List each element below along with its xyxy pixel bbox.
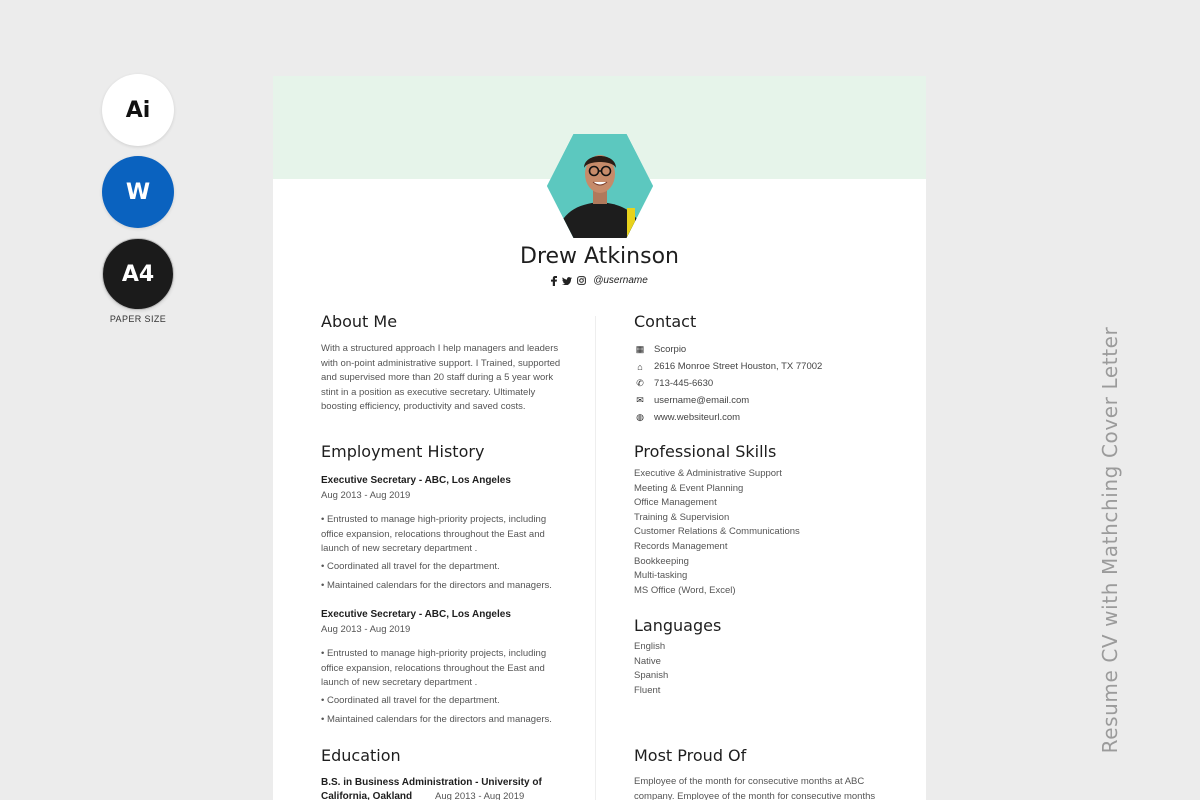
language-item: Native — [634, 655, 661, 667]
job-bullet: • Maintained calendars for the directors and managers. — [321, 714, 552, 725]
word-badge — [102, 156, 174, 228]
job-bullet: • Entrusted to manage high-priority projects, including office expansion, relocations throughout the East and launch of new secretary department . — [321, 648, 547, 689]
instagram-icon[interactable] — [577, 276, 586, 285]
building-icon: ▦ — [635, 344, 645, 354]
contact-address: ⌂ 2616 Monroe Street Houston, TX 77002 — [634, 361, 822, 372]
a4-badge — [102, 238, 174, 310]
skills-heading: Professional Skills — [634, 442, 777, 461]
skill-item: Multi-tasking — [634, 570, 688, 582]
skill-item: Customer Relations & Communications — [634, 526, 800, 538]
language-item: English — [634, 641, 666, 652]
facebook-icon[interactable] — [551, 276, 557, 286]
phone-icon: ✆ — [636, 378, 644, 388]
language-item: Spanish — [634, 670, 669, 682]
resume-name: Drew Atkinson — [520, 244, 679, 269]
education-dates: Aug 2013 - Aug 2019 — [435, 791, 525, 800]
job-title: Executive Secretary - ABC, Los Angeles — [321, 609, 511, 620]
illustrator-badge — [102, 74, 174, 146]
skill-item: Executive & Administrative Support — [634, 468, 782, 479]
skill-item: Meeting & Event Planning — [634, 482, 744, 494]
a4-label: A4 — [121, 261, 155, 287]
languages-list — [634, 640, 668, 698]
twitter-icon[interactable] — [562, 277, 572, 285]
language-item: Fluent — [634, 684, 661, 696]
languages-heading: Languages — [634, 616, 722, 635]
skill-item: Records Management — [634, 540, 728, 552]
job-dates: Aug 2013 - Aug 2019 — [321, 490, 411, 501]
proud-heading: Most Proud Of — [634, 746, 747, 765]
job-bullet: • Coordinated all travel for the department. — [321, 561, 500, 572]
social-handle[interactable]: @username — [593, 275, 648, 286]
job-title: Executive Secretary - ABC, Los Angeles — [321, 475, 511, 486]
resume-page — [273, 76, 926, 800]
email-icon: ✉ — [636, 395, 644, 405]
illustrator-label: Ai — [125, 97, 151, 123]
about-text: With a structured approach I help managers and leaders with on-point administrative support. I Trained, supported and supervised more than 20 staff during a 5 year work stint in a position as executive secretary. Ultimately boosting efficiency, productivity and saved costs. — [321, 343, 561, 413]
word-label: W — [125, 179, 151, 205]
contact-heading: Contact — [634, 312, 697, 331]
skills-list — [634, 467, 800, 598]
home-icon: ⌂ — [637, 361, 643, 372]
job-bullet: • Entrusted to manage high-priority projects, including office expansion, relocations throughout the East and launch of new secretary department . — [321, 514, 547, 555]
contact-phone[interactable]: ✆ 713-445-6630 — [634, 378, 713, 389]
education-heading: Education — [321, 746, 401, 765]
contact-website[interactable]: ◍ www.websiteurl.com — [634, 412, 740, 423]
skill-item: MS Office (Word, Excel) — [634, 584, 736, 596]
proud-text: Employee of the month for consecutive months at ABC company. Employee of the month for consecutive months — [634, 776, 876, 800]
contact-company: ▦ Scorpio — [635, 344, 687, 355]
contact-email[interactable]: ✉ username@email.com — [634, 395, 749, 406]
skill-item: Training & Supervision — [634, 511, 730, 523]
about-heading: About Me — [321, 312, 398, 331]
job-bullet: • Maintained calendars for the directors and managers. — [321, 580, 552, 591]
social-links — [273, 275, 926, 286]
column-divider — [595, 316, 596, 800]
skill-item: Bookkeeping — [634, 555, 689, 567]
paper-size-label: PAPER SIZE — [109, 314, 167, 324]
job-bullet: • Coordinated all travel for the department. — [321, 695, 500, 706]
job-dates: Aug 2013 - Aug 2019 — [321, 624, 411, 635]
education-degree: B.S. in Business Administration - University of California, Oakland — [321, 777, 542, 800]
product-title: Resume CV with Mathching Cover Letter — [1098, 326, 1122, 754]
globe-icon: ◍ — [636, 412, 644, 422]
skill-item: Office Management — [634, 497, 717, 509]
employment-heading: Employment History — [321, 442, 485, 461]
